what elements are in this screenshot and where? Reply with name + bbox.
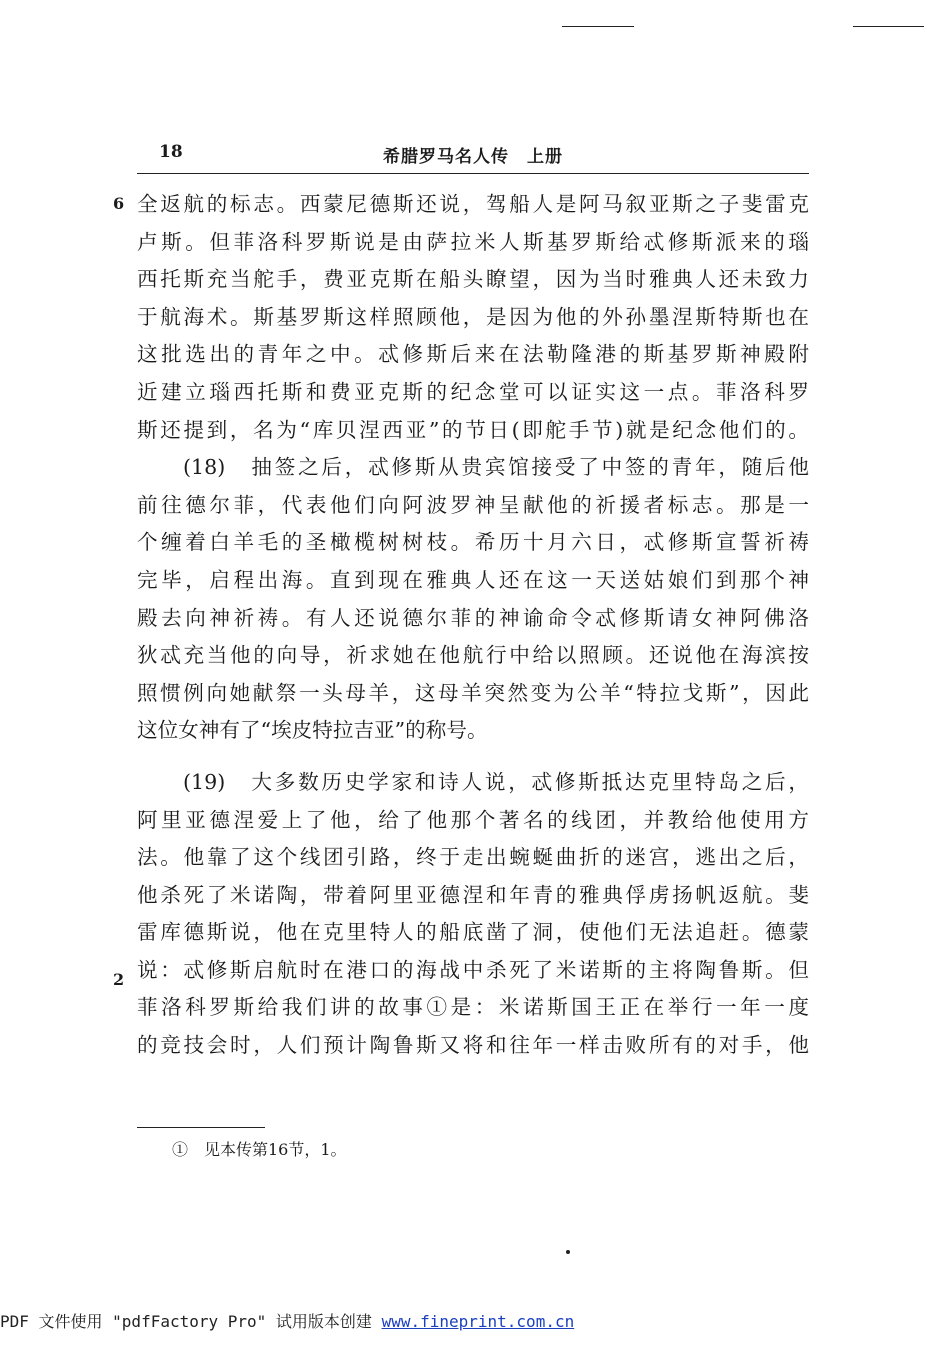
text-line: 照惯例向她献祭一头母羊，这母羊突然变为公羊“特拉戈斯”，因此	[137, 680, 809, 705]
text-line: 完毕，启程出海。直到现在雅典人还在这一天送姑娘们到那个神	[137, 567, 809, 592]
text-line: 于航海术。斯基罗斯这样照顾他，是因为他的外孙墨涅斯特斯也在	[137, 304, 809, 329]
text-line: (18) 抽签之后，忒修斯从贵宾馆接受了中签的青年，随后他	[183, 455, 809, 480]
text-line: 雷库德斯说，他在克里特人的船底凿了洞，使他们无法追赶。德蒙	[137, 920, 809, 945]
pdf-notice-text: PDF 文件使用 "pdfFactory Pro" 试用版本创建	[0, 1312, 382, 1331]
text-line: 近建立瑙西托斯和费亚克斯的纪念堂可以证实这一点。菲洛科罗	[137, 379, 809, 404]
stray-mark	[566, 1250, 570, 1254]
text-line: 个缠着白羊毛的圣橄榄树树枝。希历十月六日，忒修斯宣誓祈祷	[137, 530, 809, 555]
text-line: 这位女神有了“埃皮特拉吉亚”的称号。	[137, 718, 488, 743]
text-line: 阿里亚德涅爱上了他，给了他那个著名的线团，并教给他使用方	[137, 807, 809, 832]
text-line: 这批选出的青年之中。忒修斯后来在法勒隆港的斯基罗斯神殿附	[137, 342, 809, 367]
header-rule	[137, 173, 809, 174]
pdf-notice-link[interactable]: www.fineprint.com.cn	[381, 1312, 575, 1331]
text-line: 他杀死了米诺陶，带着阿里亚德涅和年青的雅典俘虏扬帆返航。斐	[137, 882, 809, 907]
margin-number: 2	[113, 970, 125, 989]
margin-number: 6	[113, 194, 125, 213]
text-line: 菲洛科罗斯给我们讲的故事①是：米诺斯国王正在举行一年一度	[137, 995, 809, 1020]
text-line: 法。他靠了这个线团引路，终于走出蜿蜒曲折的迷宫，逃出之后，	[137, 845, 809, 870]
text-line: 说：忒修斯启航时在港口的海战中杀死了米诺斯的主将陶鲁斯。但	[137, 957, 809, 982]
page-number: 18	[159, 142, 183, 162]
top-rule-right	[853, 26, 924, 27]
text-line: 的竞技会时，人们预计陶鲁斯又将和往年一样击败所有的对手，他	[137, 1033, 809, 1058]
text-line: 卢斯。但菲洛科罗斯说是由萨拉米人斯基罗斯给忒修斯派来的瑙	[137, 229, 809, 254]
text-line: 前往德尔菲，代表他们向阿波罗神呈献他的祈援者标志。那是一	[137, 492, 809, 517]
text-line: 全返航的标志。西蒙尼德斯还说，驾船人是阿马叙亚斯之子斐雷克	[137, 192, 809, 216]
page-header	[137, 142, 809, 166]
main-text	[137, 186, 809, 1065]
text-line: 殿去向神祈祷。有人还说德尔菲的神谕命令忒修斯请女神阿佛洛	[137, 605, 809, 630]
text-line: 狄忒充当他的向导，祈求她在他航行中给以照顾。还说他在海滨按	[137, 643, 809, 668]
running-title: 希腊罗马名人传 上册	[383, 147, 563, 167]
text-line: (19) 大多数历史学家和诗人说，忒修斯抵达克里特岛之后，	[183, 769, 809, 794]
footnote-rule	[137, 1127, 265, 1128]
top-rule-left	[562, 26, 634, 27]
footnote: ① 见本传第16节，1。	[172, 1140, 347, 1159]
pdf-notice	[0, 1309, 574, 1332]
text-line: 西托斯充当舵手，费亚克斯在船头瞭望，因为当时雅典人还未致力	[137, 267, 809, 292]
text-line: 斯还提到，名为“库贝涅西亚”的节日(即舵手节)就是纪念他们的。	[137, 417, 809, 442]
